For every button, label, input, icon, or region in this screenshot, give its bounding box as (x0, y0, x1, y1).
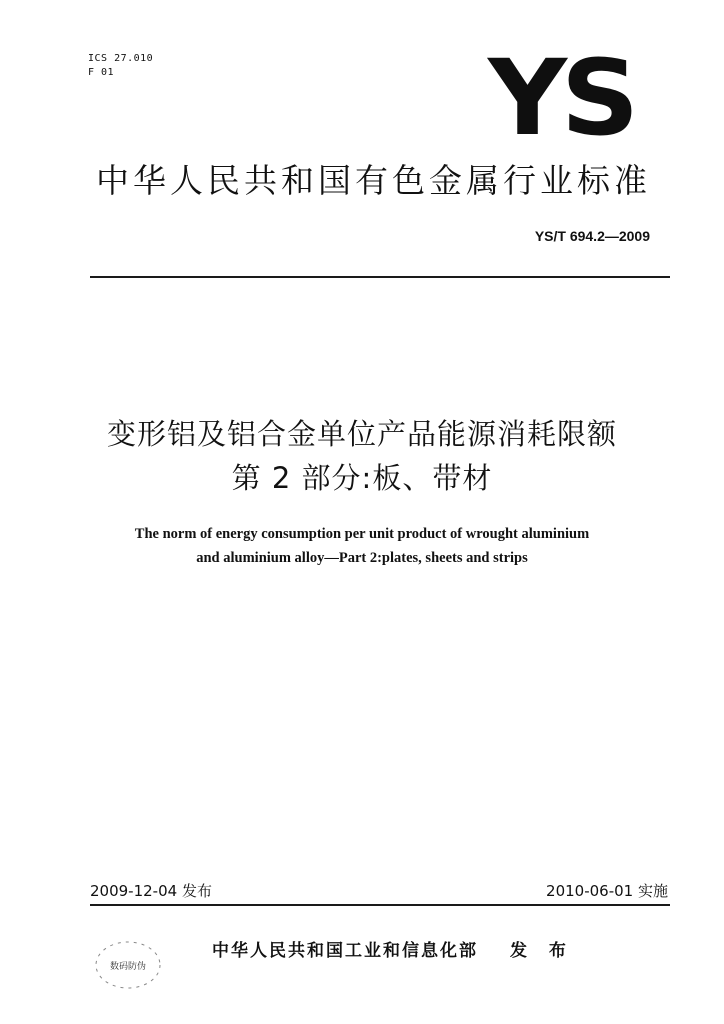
top-divider (90, 276, 670, 278)
publisher-name: 中华人民共和国工业和信息化部 (212, 941, 478, 961)
organization-title: 中华人民共和国有色金属行业标准 (96, 161, 651, 200)
ccs-code: F 01 (88, 67, 115, 78)
effective-date: 2010-06-01 实施 (546, 882, 668, 900)
standard-number: YS/T 694.2—2009 (534, 228, 650, 244)
ics-code: ICS 27.010 (88, 53, 154, 64)
bottom-divider (90, 904, 670, 906)
english-title-line-2: and aluminium alloy—Part 2:plates, sheets and strips (196, 550, 528, 566)
classification-codes (88, 52, 153, 80)
anti-counterfeit-seal (92, 938, 164, 992)
english-title-line-1: The norm of energy consumption per unit product of wrought aluminium (134, 526, 590, 542)
issue-date: 2009-12-04 发布 (90, 882, 212, 900)
ys-logo: YS (488, 37, 634, 159)
chinese-title-line-2: 第 2 部分:板、带材 (231, 461, 493, 495)
seal-text: 数码防伪 (109, 962, 147, 972)
publish-label: 发 布 (510, 941, 574, 961)
chinese-title-line-1: 变形铝及铝合金单位产品能源消耗限额 (106, 417, 617, 451)
